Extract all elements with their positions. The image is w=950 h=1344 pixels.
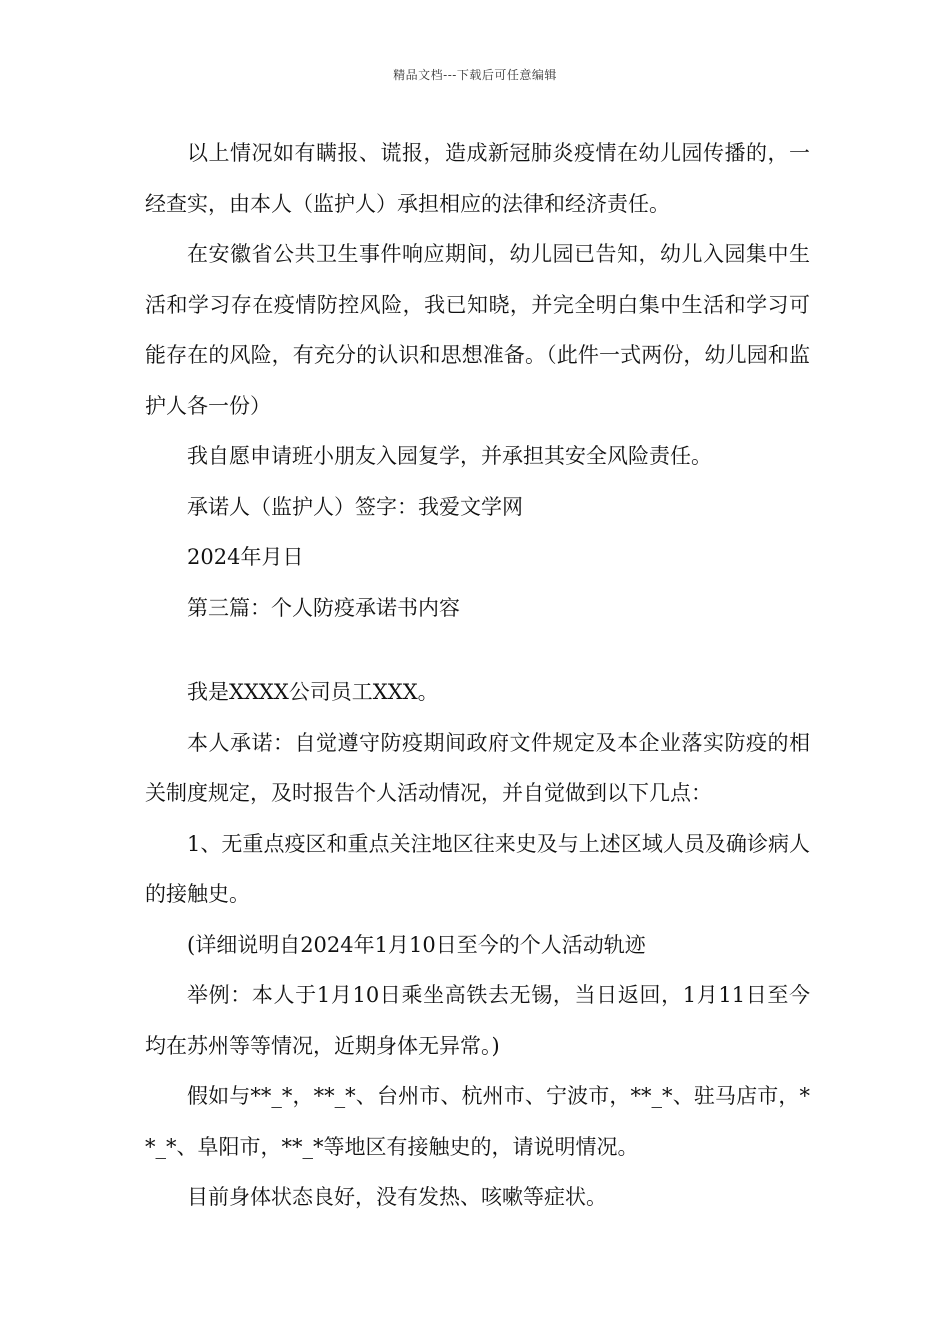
paragraph-identity: 我是XXXX公司员工XXX。: [187, 680, 439, 704]
paragraph-signature: 承诺人（监护人）签字：我爱文学网: [187, 494, 523, 519]
paragraph-item-1: 1、无重点疫区和重点关注地区往来史及与上述区域人员及确诊病人的接触史。: [145, 831, 810, 906]
page-header: 精品文档---下载后可任意编辑: [393, 68, 557, 82]
paragraph-contact-history: 假如与**_*，**_*、台州市、杭州市、宁波市，**_*、驻马店市，**_*、阜阳市，**_*等地区有接触史的，请说明情况。: [145, 1084, 810, 1159]
paragraph-risk-notice: 在安徽省公共卫生事件响应期间，幼儿园已告知，幼儿入园集中生活和学习存在疫情防控风险，我已知晓，并完全明白集中生活和学习可能存在的风险，有充分的认识和思想准备。（此件一式两份，幼儿园和监护人各一份）: [145, 242, 810, 418]
paragraph-health-status: 目前身体状态良好，没有发热、咳嗽等症状。: [187, 1185, 607, 1209]
paragraph-example: 举例：本人于1月10日乘坐高铁去无锡，当日返回，1月11日至今均在苏州等等情况，近期身体无异常。): [145, 983, 810, 1058]
paragraph-detail-note: (详细说明自2024年1月10日至今的个人活动轨迹: [187, 932, 646, 957]
paragraph-liability: 以上情况如有瞒报、谎报，造成新冠肺炎疫情在幼儿园传播的，一经查实，由本人（监护人）承担相应的法律和经济责任。: [145, 141, 810, 216]
document-body: [145, 128, 810, 1223]
section-spacer: [145, 633, 810, 667]
paragraph-date: 2024年月日: [187, 545, 304, 569]
paragraph-application: 我自愿申请班小朋友入园复学，并承担其安全风险责任。: [187, 444, 712, 468]
section-title: 第三篇：个人防疫承诺书内容: [187, 595, 460, 620]
paragraph-commitment: 本人承诺：自觉遵守防疫期间政府文件规定及本企业落实防疫的相关制度规定，及时报告个人活动情况，并自觉做到以下几点：: [145, 730, 810, 805]
